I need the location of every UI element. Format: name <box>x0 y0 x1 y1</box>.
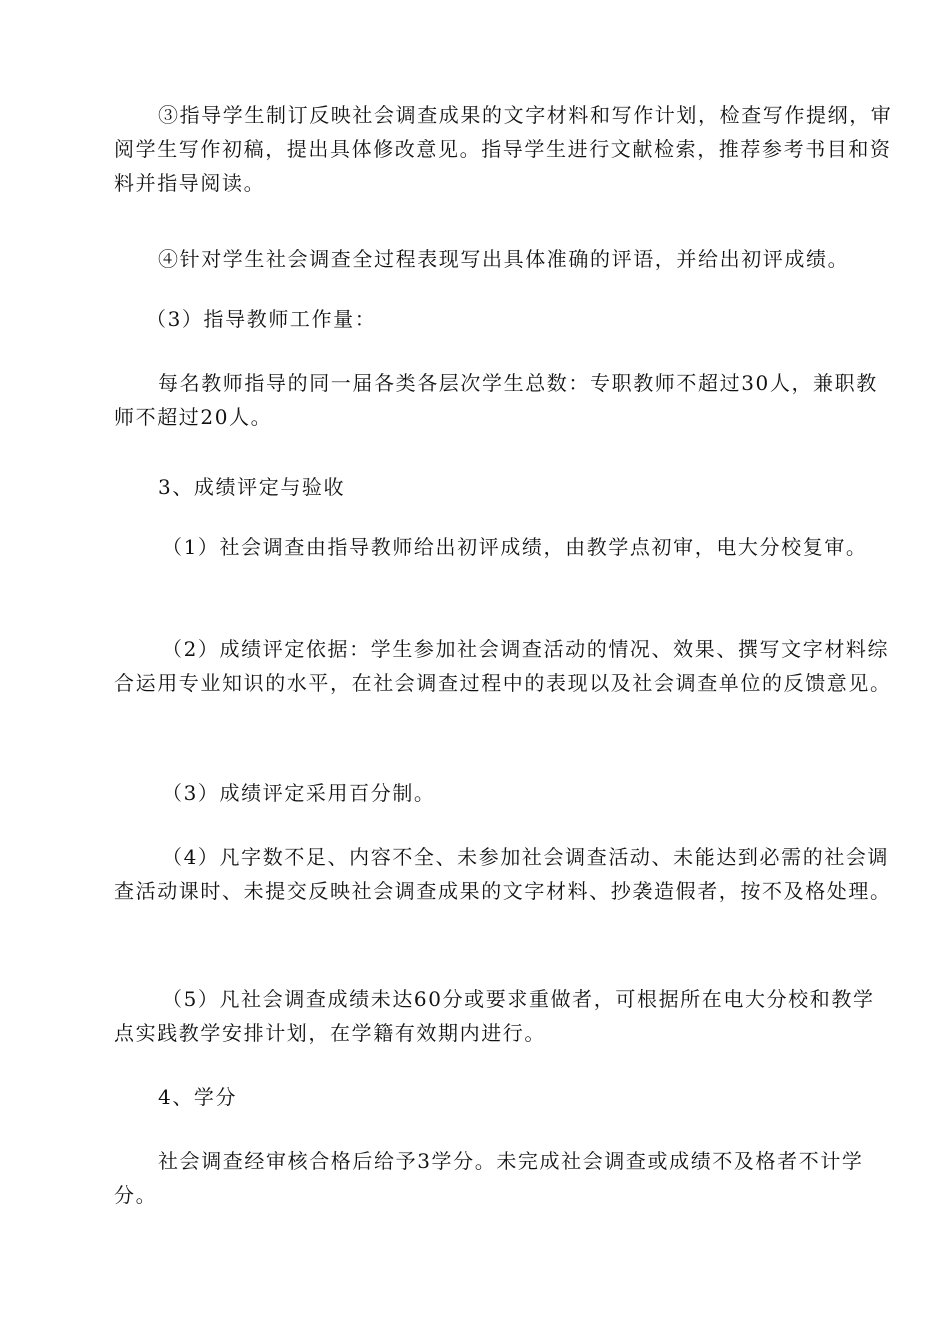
paragraph-grading-1: （1）社会调查由指导教师给出初评成绩，由教学点初审，电大分校复审。 <box>162 535 868 559</box>
paragraph-guide-writing: ③指导学生制订反映社会调查成果的文字材料和写作计划，检查写作提纲，审阅学生写作初稿，提出具体修改意见。指导学生进行文献检索，推荐参考书目和资料并指导阅读。 <box>114 103 893 195</box>
paragraph-grading-2: （2）成绩评定依据：学生参加社会调查活动的情况、效果、撰写文字材料综合运用专业知识的水平，在社会调查过程中的表现以及社会调查单位的反馈意见。 <box>114 637 892 695</box>
paragraph-workload-heading: （3）指导教师工作量： <box>146 307 377 331</box>
paragraph-evaluation-comments: ④针对学生社会调查全过程表现写出具体准确的评语，并给出初评成绩。 <box>158 247 850 271</box>
paragraph-grading-3: （3）成绩评定采用百分制。 <box>162 781 436 805</box>
section-heading-credits: 4、学分 <box>158 1085 238 1109</box>
section-heading-grading: 3、成绩评定与验收 <box>158 475 346 499</box>
paragraph-workload-detail: 每名教师指导的同一届各类各层次学生总数：专职教师不超过30人，兼职教师不超过20人。 <box>114 371 878 429</box>
paragraph-grading-4: （4）凡字数不足、内容不全、未参加社会调查活动、未能达到必需的社会调查活动课时、未提交反映社会调查成果的文字材料、抄袭造假者，按不及格处理。 <box>114 845 892 903</box>
paragraph-credits: 社会调查经审核合格后给予3学分。未完成社会调查或成绩不及格者不计学分。 <box>114 1149 864 1207</box>
paragraph-grading-5: （5）凡社会调查成绩未达60分或要求重做者，可根据所在电大分校和教学点实践教学安排计划，在学籍有效期内进行。 <box>114 987 875 1045</box>
